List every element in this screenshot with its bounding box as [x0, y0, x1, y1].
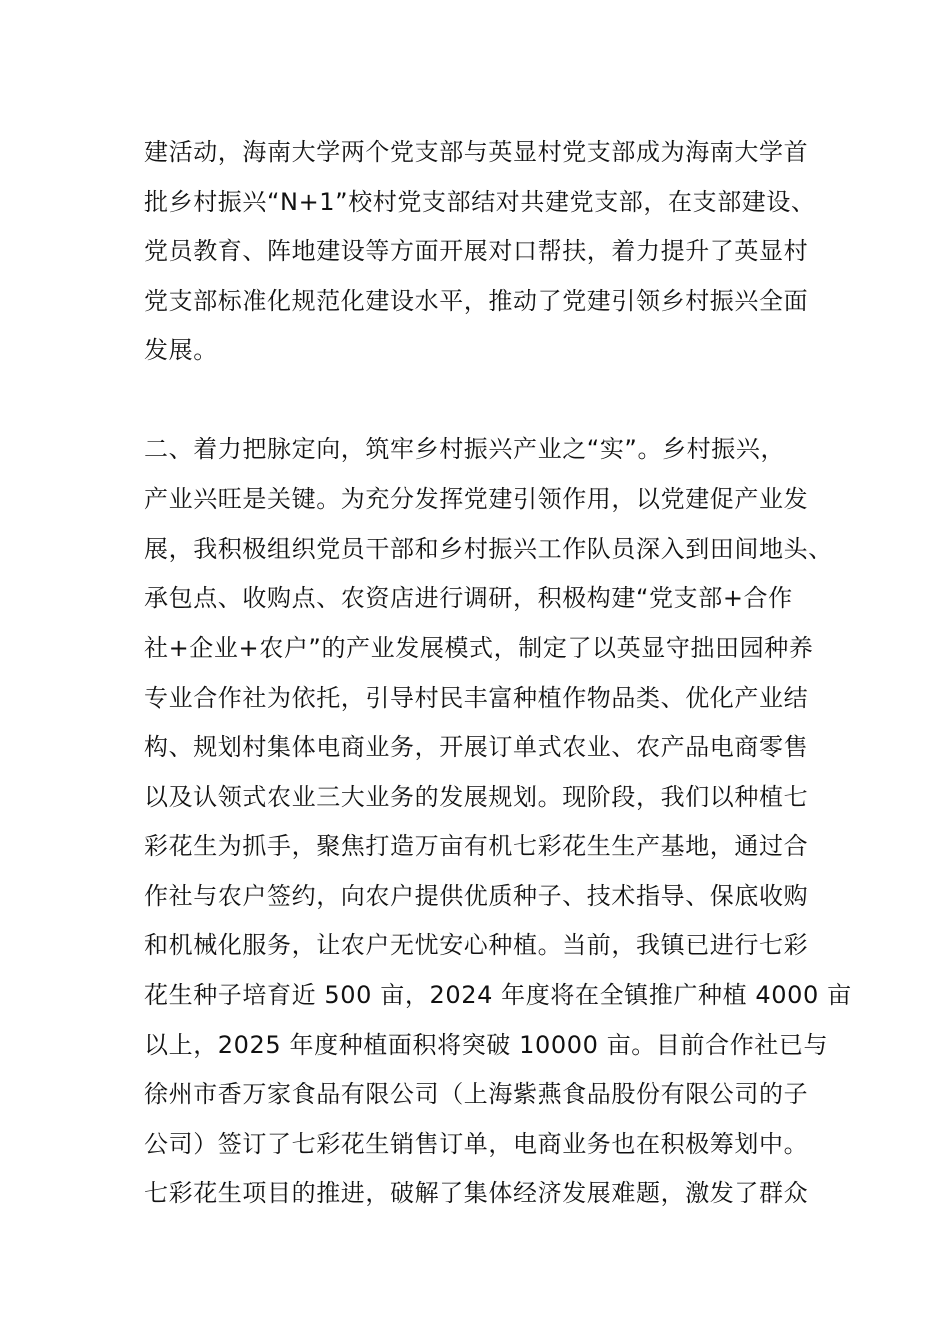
paragraph-2-line-14: 徐州市香万家食品有限公司（上海紫燕食品股份有限公司的子 — [144, 1080, 809, 1108]
paragraph-2-line-5: 社+企业+农户”的产业发展模式，制定了以英显守拙田园种养 — [144, 634, 814, 662]
paragraph-2-line-2: 产业兴旺是关键。为充分发挥党建引领作用，以党建促产业发 — [144, 485, 809, 513]
paragraph-2-line-10: 作社与农户签约，向农户提供优质种子、技术指导、保底收购 — [144, 882, 809, 910]
paragraph-2-line-13: 以上，2025 年度种植面积将突破 10000 亩。目前合作社已与 — [144, 1031, 829, 1059]
paragraph-2-line-6: 专业合作社为依托，引导村民丰富种植作物品类、优化产业结 — [144, 684, 809, 712]
paragraph-2-line-7: 构、规划村集体电商业务，开展订单式农业、农产品电商零售 — [144, 733, 809, 761]
paragraph-2-line-3: 展，我积极组织党员干部和乡村振兴工作队员深入到田间地头、 — [144, 535, 833, 563]
paragraph-2-line-16: 七彩花生项目的推进，破解了集体经济发展难题，激发了群众 — [144, 1179, 809, 1207]
paragraph-1-line-3: 党员教育、阵地建设等方面开展对口帮扶，着力提升了英显村 — [144, 237, 809, 265]
paragraph-1-line-5: 发展。 — [144, 336, 218, 364]
paragraph-2-line-15: 公司）签订了七彩花生销售订单，电商业务也在积极筹划中。 — [144, 1130, 809, 1158]
paragraph-2-line-9: 彩花生为抓手，聚焦打造万亩有机七彩花生生产基地，通过合 — [144, 832, 809, 860]
paragraph-2-line-12: 花生种子培育近 500 亩，2024 年度将在全镇推广种植 4000 亩 — [144, 981, 852, 1009]
paragraph-2-line-4: 承包点、收购点、农资店进行调研，积极构建“党支部+合作 — [144, 584, 793, 612]
paragraph-2-line-11: 和机械化服务，让农户无忧安心种植。当前，我镇已进行七彩 — [144, 931, 809, 959]
paragraph-1-line-1: 建活动，海南大学两个党支部与英显村党支部成为海南大学首 — [144, 138, 809, 166]
paragraph-2-line-1: 二、着力把脉定向，筑牢乡村振兴产业之“实”。乡村振兴， — [144, 435, 786, 463]
paragraph-2-line-8: 以及认领式农业三大业务的发展规划。现阶段，我们以种植七 — [144, 783, 809, 811]
paragraph-1-line-4: 党支部标准化规范化建设水平，推动了党建引领乡村振兴全面 — [144, 287, 809, 315]
paragraph-1-line-2: 批乡村振兴“N+1”校村党支部结对共建党支部，在支部建设、 — [144, 188, 816, 216]
